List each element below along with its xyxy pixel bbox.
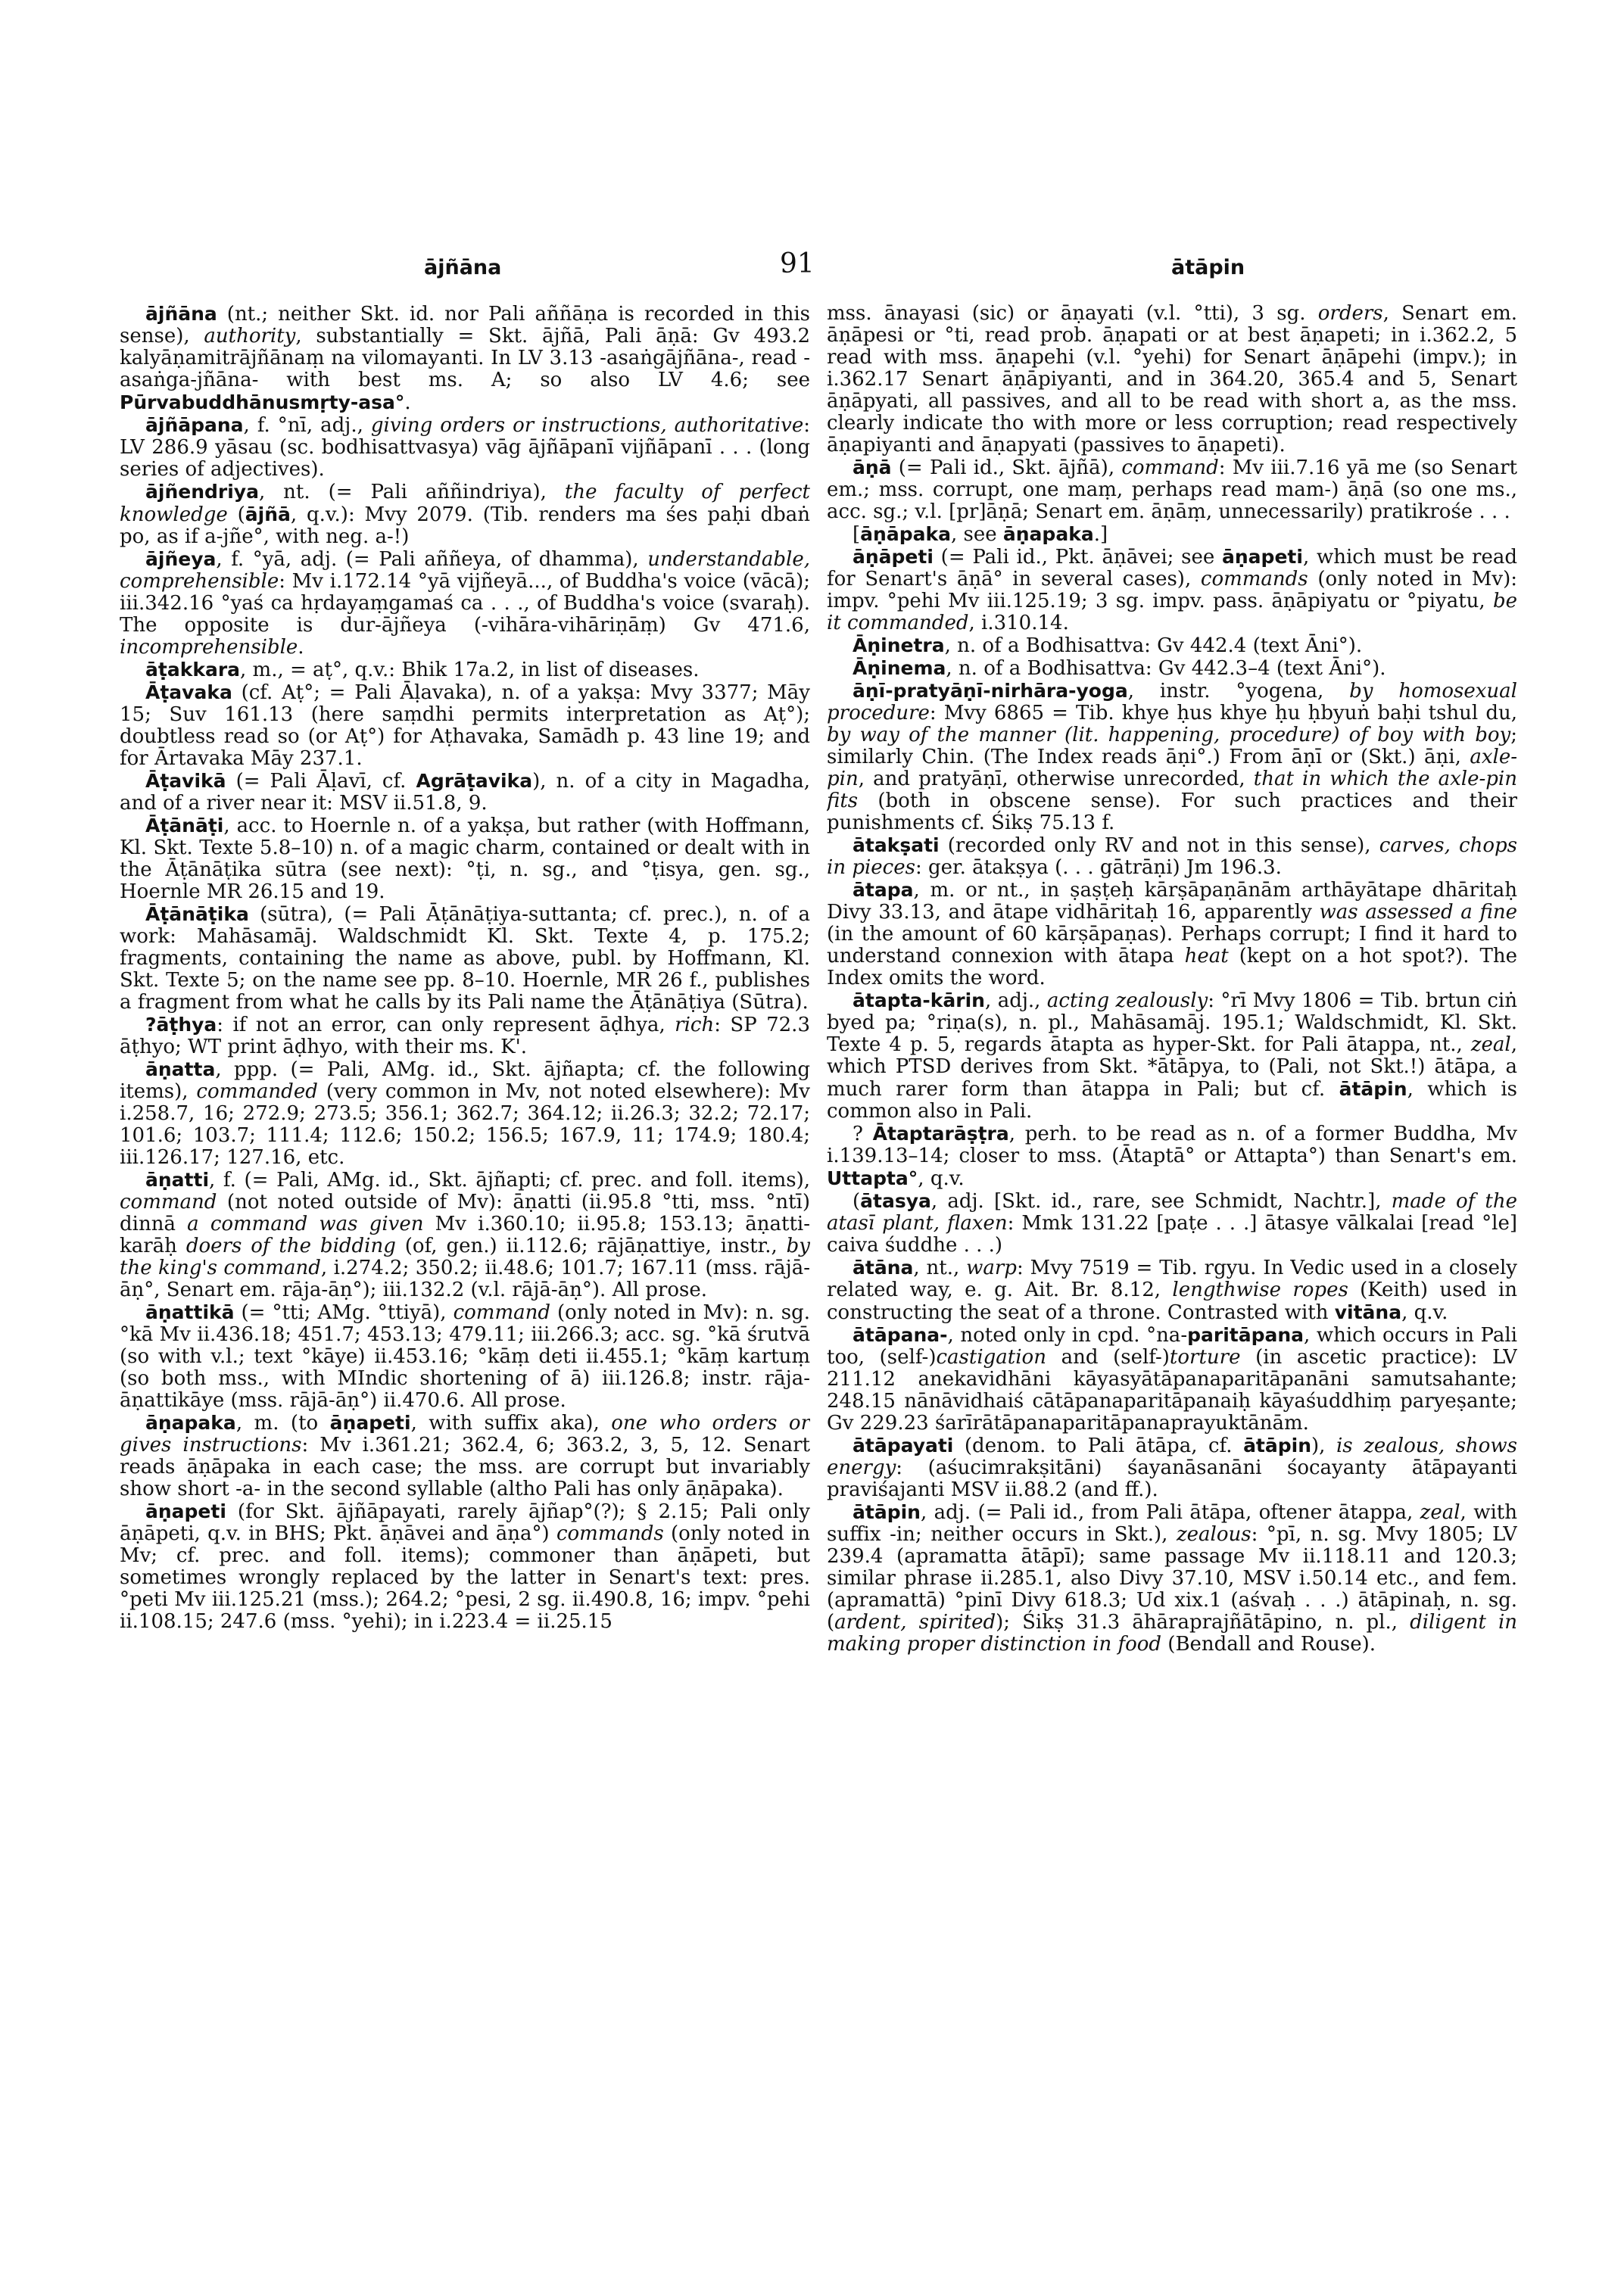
entry-text: , m. or nt., in ṣaṣṭeḥ kārṣāpaṇānām arthāyātape dhāritaḥ Divy 33.13, and ātape vidhāritaḥ 16, apparently <box>827 879 1517 924</box>
entry-text: (very common in Mv, not noted elsewhere): Mv i.258.7, 16; 272.9; 273.5; 356.1; 362.7; 364.12; ii.26.3; 32.2; 72.17; 101.6; 103.7; 111.4; 112.6; 150.2; 156.5; 167.9, 11; 174.9; 180.4; iii.126.17; 127.16, etc. <box>120 1080 810 1169</box>
gloss-italic: that in which the axle-pin fits <box>827 768 1517 812</box>
gloss-italic: commands <box>1200 568 1308 590</box>
entry-text: (both in obscene sense). For such practices and their punishments cf. Śikṣ 75.13 f. <box>827 790 1517 834</box>
right-column <box>827 303 1517 2165</box>
entry-text: , nt., <box>913 1257 967 1279</box>
entry-text: . <box>404 391 411 414</box>
dictionary-entry <box>827 1190 1517 1257</box>
headword: āṇattikā <box>145 1301 235 1323</box>
entry-text: : ger. ātakṣya (. . . gātrāṇi) Jm 196.3. <box>915 856 1282 879</box>
dictionary-entry <box>827 1324 1517 1435</box>
headword: āṇāpeti <box>853 546 934 568</box>
entry-text: (recorded only RV and not in this sense), <box>939 834 1379 857</box>
entry-text: mss. ānayasi (sic) or āṇayati (v.l. °tti), 3 sg. <box>827 303 1318 325</box>
headword: ātāpayati <box>853 1435 954 1456</box>
gloss-italic: diligent in making proper distinction in food <box>827 1611 1517 1656</box>
headword: ājñā <box>245 503 291 525</box>
gloss-italic: command <box>453 1301 550 1324</box>
entry-text: .] <box>1093 523 1108 546</box>
entry-text: : Mv iii.7.16 yā me (so Senart em.; mss. corrupt, one maṃ, perhaps read mam-) āṇā (so one ms., acc. sg.; v.l. [pr]āṇā; Senart em. āṇāṃ, unnecessarily) pratikrośe . . . <box>827 456 1517 523</box>
headword: āṇatti <box>145 1169 210 1191</box>
dictionary-entry <box>827 303 1517 456</box>
entry-text: , n. of a Bodhisattva: Gv 442.4 (text Āni°). <box>944 634 1363 657</box>
dictionary-entry <box>120 815 810 903</box>
right-guide-word: ātāpin <box>1171 256 1245 279</box>
headword: Ātaptarāṣṭra <box>872 1123 1009 1145</box>
gloss-italic: understandable, comprehensible <box>120 548 810 593</box>
gloss-italic: zealous <box>1176 1523 1252 1546</box>
gloss-italic: by the king's command <box>120 1235 810 1279</box>
entry-text: , adj., <box>984 989 1047 1012</box>
entry-text: (only noted in Mv): n. sg. °kā Mv ii.436.18; 451.7; 453.13; 479.11; iii.266.3; acc. sg. °kā śrutvā (so with v.l.; text °kāye) ii.453.16; °kāṃ deti ii.455.1; °kāṃ kartuṃ (so both mss., with MIndic shortening of ā) iii.126.8; instr. rāja-āṇattikāye (mss. rājā-āṇ°) ii.470.6. All prose. <box>120 1301 810 1412</box>
gloss-italic: rich <box>675 1014 715 1036</box>
headword: ājñāna <box>145 303 217 325</box>
entry-text: (= °tti; AMg. °ttiyā), <box>234 1301 454 1324</box>
headword: ātāna <box>853 1257 914 1279</box>
dictionary-entry <box>120 1058 810 1169</box>
gloss-italic: doers of the bidding <box>185 1235 396 1257</box>
dictionary-entry <box>120 1412 810 1500</box>
dictionary-entry <box>120 770 810 815</box>
dictionary-entry <box>827 989 1517 1123</box>
entry-text: ); Śikṣ 31.3 āhāraprajñātāpino, n. pl., <box>996 1611 1410 1634</box>
entry-text: , f. (= Pali, AMg. id., Skt. ājñapti; cf. prec. and foll. items), <box>209 1169 810 1192</box>
dictionary-entry <box>120 659 810 681</box>
headword: ātāpin <box>1339 1078 1407 1100</box>
entry-text: : °rī Mvy 1806 = Tib. brtun ciṅ byed pa; °riṇa(s), n. pl., Mahāsamāj. 195.1; Waldschmidt, Kl. Skt. Texte 4 p. 5, regards ātapta as hyper-Skt. for Pali ātappa, nt., <box>827 989 1517 1056</box>
entry-text: (only noted in Mv; cf. prec. and foll. items); commoner than āṇāpeti, but sometimes wrongly replaced by the latter in Senart's text: pres. °peti Mv iii.125.21 (mss.); 264.2; °pesi, 2 sg. ii.490.8, 16; impv. °pehi ii.108.15; 247.6 (mss. °yehi); in i.223.4 = ii.25.15 <box>120 1522 810 1633</box>
headword: Uttapta° <box>827 1167 918 1189</box>
entry-text: , q.v. <box>918 1167 965 1190</box>
headword: Āṭavikā <box>145 770 226 792</box>
entry-text: , with suffix aka), <box>410 1412 612 1435</box>
dictionary-entry <box>827 879 1517 989</box>
entry-text: , q.v.): Mvy 2079. (Tib. renders ma śes paḥi dbaṅ po, as if a-jñe°, with neg. a-!) <box>120 503 810 548</box>
headword: ātapta-kārin <box>853 989 985 1011</box>
left-guide-word: ājñāna <box>424 256 502 279</box>
gloss-italic: zeal <box>1470 1033 1511 1056</box>
gloss-italic: warp <box>966 1257 1017 1279</box>
dictionary-entry <box>120 1169 810 1301</box>
gloss-italic: axle-pin <box>827 746 1517 790</box>
entry-text: , which must be read for Senart's āṇā° in several cases), <box>827 546 1517 590</box>
entry-text: : Mmk 131.22 [paṭe . . .] ātasye vālkalai [read °le] caiva śuddhe . . .) <box>827 1212 1517 1257</box>
headword: ātāpana- <box>853 1324 948 1346</box>
entry-text: , noted only in cpd. °na- <box>947 1324 1188 1347</box>
dictionary-entry <box>120 1500 810 1633</box>
gloss-italic: is zealous, shows energy <box>827 1435 1517 1479</box>
entry-text: , m., = aṭ°, q.v.: Bhik 17a.2, in list of diseases. <box>240 659 700 681</box>
gloss-italic: giving orders or instructions, authoritative <box>370 414 804 437</box>
entry-text: , which occurs in Pali too, (self-) <box>827 1324 1517 1369</box>
headword: āṇapaka <box>1002 523 1094 545</box>
gloss-italic: by way of the manner (lit. happening, procedure) of boy with boy <box>827 724 1511 746</box>
gloss-italic: lengthwise ropes <box>1172 1279 1348 1301</box>
entry-text: : °pī, n. sg. Mvy 1805; LV 239.4 (apramatta ātāpī); same passage Mv ii.118.11 and 120.3; similar phrase ii.285.1, also Divy 37.10, MSV i.50.14 etc., and fem. (apramattā) °pinī Divy 618.3; Ud xix.1 (aśvaḥ . . .) ātāpinaḥ, n. sg. ( <box>827 1523 1517 1634</box>
entry-text: , adj. (= Pali id., from Pali ātāpa, oftener ātappa, <box>920 1501 1420 1524</box>
gloss-italic: castigation <box>936 1346 1046 1369</box>
gloss-italic: a command was given <box>187 1213 424 1235</box>
dictionary-entry <box>827 546 1517 634</box>
headword: āṇāpaka <box>860 523 951 545</box>
headword: ?āṭhya <box>145 1014 217 1036</box>
entry-text: : Mvy 6865 = Tib. khye ḥus khye ḥu ḥbyuṅ baḥi tshul du, <box>929 702 1517 724</box>
entry-text: , ppp. (= Pali, AMg. id., Skt. ājñapta; cf. the following items), <box>120 1058 810 1103</box>
headword: āṇapeti <box>329 1412 411 1434</box>
dictionary-entry <box>120 1301 810 1412</box>
headword: ājñāpana <box>145 414 244 436</box>
entry-text: , nt. (= Pali aññindriya), <box>258 481 565 503</box>
entry-text: , which is common also in Pali. <box>827 1078 1517 1123</box>
headword: Āṭavaka <box>145 681 232 703</box>
entry-text: [ <box>853 523 861 546</box>
entry-text: and (self-) <box>1046 1346 1170 1369</box>
headword: āṇī-pratyāṇī-nirhāra-yoga <box>853 680 1128 702</box>
entry-text: Mv i.360.10; ii.95.8; 153.13; āṇatti-karāḥ <box>120 1213 810 1257</box>
headword: ātāpin <box>853 1501 921 1523</box>
entry-text: , perh. to be read as n. of a former Buddha, Mv i.139.13–14; closer to mss. (Ātaptā° or Attapta°) than Senart's em. <box>827 1123 1517 1167</box>
gloss-italic: by homosexual procedure <box>827 680 1517 724</box>
headword: Āṇinema <box>853 657 946 679</box>
entry-text: , i.274.2; 350.2; ii.48.6; 101.7; 167.11 (mss. rājā-āṇ°, Senart em. rāja-āṇ°); iii.132.2 (v.l. rājā-āṇ°). All prose. <box>120 1257 810 1301</box>
headword: Āṭānāṭi <box>145 815 224 837</box>
dictionary-entry <box>120 681 810 770</box>
entry-text: : Mvy 7519 = Tib. rgyu. In Vedic used in a closely related way, e. g. Ait. Br. 8.12, <box>827 1257 1517 1301</box>
gloss-italic: heat <box>1184 945 1229 967</box>
dictionary-entry <box>827 680 1517 834</box>
gloss-italic: command <box>1121 456 1219 479</box>
dictionary-entry <box>120 548 810 659</box>
entry-text: , see <box>950 523 1003 546</box>
gloss-italic: torture <box>1169 1346 1241 1369</box>
entry-text: : SP 72.3 āṭhyo; WT print āḍhyo, with their ms. K'. <box>120 1014 810 1058</box>
dictionary-entry <box>827 1257 1517 1324</box>
entry-text: (only noted in Mv): impv. °pehi Mv iii.125.19; 3 sg. impv. pass. āṇāpiyatu or °piyatu, <box>827 568 1517 612</box>
entry-text: (Bendall and Rouse). <box>1161 1633 1376 1656</box>
headword: ājñendriya <box>145 481 259 503</box>
entry-text: (nt.; neither Skt. id. nor Pali aññāṇa is recorded in this sense), <box>120 303 810 347</box>
entry-text: , substantially = Skt. ājñā, Pali āṇā: Gv 493.2 kalyāṇamitrājñānaṃ na vilomayanti. In LV 3.13 -asaṅgājñāna-, read -asaṅga-jñāna- with best ms. A; so also LV 4.6; see <box>120 325 810 391</box>
headword: ātasya <box>860 1190 931 1212</box>
headword: āṇatta <box>145 1058 216 1080</box>
dictionary-entry <box>827 834 1517 879</box>
entry-text: , and pratyāṇī, otherwise unrecorded, <box>858 768 1254 790</box>
entry-text: , m. (to <box>235 1412 330 1435</box>
dictionary-entry <box>827 657 1517 680</box>
gloss-italic: ardent, spirited <box>834 1611 996 1634</box>
gloss-italic: be it commanded <box>827 590 1517 634</box>
dictionary-entry <box>827 634 1517 657</box>
entry-text: ; similarly Chin. (The Index reads āṇi°.) From āṇī or (Skt.) āṇi, <box>827 724 1517 768</box>
gloss-italic: command <box>120 1191 217 1213</box>
entry-text: , instr. °yogena, <box>1127 680 1350 703</box>
headword: ātapa <box>853 879 914 901</box>
dictionary-entry <box>120 303 810 414</box>
headword: Āṇinetra <box>853 634 945 656</box>
entry-text: : if not an error, can only represent āḍhya, <box>217 1014 675 1036</box>
entry-text: ), n. of a city in Magadha, and of a river near it: MSV ii.51.8, 9. <box>120 770 810 815</box>
gloss-italic: acting zealously <box>1046 989 1208 1012</box>
entry-text: ( <box>853 1190 861 1213</box>
entry-text: (in ascetic practice): LV 211.12 anekavidhāni kāyasyātāpanaparitāpanāni samutsahante; 248.15 nānāvidhaiś cātāpanaparitāpanaiḥ kāyaśuddhiṃ paryeṣante; Gv 229.23 śarīrātāpanaparitāpanaprayuktānām. <box>827 1346 1517 1435</box>
entry-text: : LV 286.9 yāsau (sc. bodhisattvasya) vāg ājñāpanī vijñāpanī . . . (long series of adjectives). <box>120 414 810 481</box>
headword: Āṭānāṭika <box>145 903 249 925</box>
dictionary-entry <box>120 1014 810 1058</box>
headword: āṇapeti <box>1222 546 1303 568</box>
gloss-italic: carves, chops in pieces <box>827 834 1517 879</box>
entry-text: : Mv i.172.14 °yā vijñeyā..., of Buddha's voice (vācā); iii.342.16 °yaś ca hṛdayaṃgamaś ca . . ., of Buddha's voice (svaraḥ). The opposite is dur-ājñeya (-vihāra-vihāriṇāṃ) Gv 471.6, <box>120 570 810 637</box>
headword: ātāpin <box>1243 1435 1312 1456</box>
entry-text: (= Pali id., Pkt. āṇāvei; see <box>933 546 1223 569</box>
entry-text: , i.310.14. <box>968 612 1069 634</box>
entry-text: ( <box>227 503 245 526</box>
dictionary-entry <box>120 414 810 481</box>
entry-text: , acc. to Hoernle n. of a yakṣa, but rather (with Hoffmann, Kl. Skt. Texte 5.8–10) n. of a magic charm, contained or dealt with in the Āṭānāṭika sūtra (see next): °ṭi, n. sg., and °ṭisya, gen. sg., Hoernle MR 26.15 and 19. <box>120 815 810 903</box>
entry-text: (= Pali Āḷavī, cf. <box>226 770 416 793</box>
gloss-italic: commanded <box>196 1080 318 1103</box>
headword: āṇā <box>853 456 892 478</box>
gloss-italic: incomprehensible <box>120 636 298 659</box>
entry-text: , which PTSD derives from Skt. *ātāpya, to (Pali, not Skt.!) ātāpa, a much rarer form than ātappa in Pali; but cf. <box>827 1033 1517 1101</box>
left-column <box>120 303 810 2165</box>
gloss-italic: one who orders or gives instructions <box>120 1412 810 1456</box>
entry-text: (Keith) used in constructing the seat of a throne. Contrasted with <box>827 1279 1517 1324</box>
entry-text: ? <box>853 1123 873 1145</box>
dictionary-entry <box>827 1123 1517 1190</box>
dictionary-entry <box>827 1501 1517 1656</box>
dictionary-entry <box>827 1435 1517 1501</box>
headword: āṇapeti <box>145 1500 226 1522</box>
headword: āṭakkara <box>145 659 241 681</box>
entry-text: , Senart em. āṇāpesi or °ti, read prob. āṇapati or at best āṇapeti; in i.362.2, 5 read with mss. āṇapehi (v.l. °yehi) for Senart āṇāpehi (impv.); in i.362.17 Senart āṇāpiyanti, and in 364.20, 365.4 and 5, Senart āṇāpyati, all passives, and all to be read with short a, as the mss. clearly indicate tho with more or less corruption; read respectively āṇapiyanti and āṇapyati (passives to āṇapeti). <box>827 303 1517 456</box>
entry-text: (sūtra), (= Pali Āṭānāṭiya-suttanta; cf. prec.), n. of a work: Mahāsamāj. Waldschmidt Kl. Skt. Texte 4, p. 175.2; fragments, containing the name as above, publ. by Hoffmann, Kl. Skt. Texte 5; on the name see pp. 8–10. Hoernle, MR 26 f., publishes a fragment from what he calls by its Pali name the Āṭānāṭiya (Sūtra). <box>120 903 810 1014</box>
gloss-italic: made of the atasī plant, flaxen <box>827 1190 1517 1235</box>
headword: vitāna <box>1334 1301 1402 1323</box>
entry-text: , f. °yā, adj. (= Pali aññeya, of dhamma), <box>216 548 648 571</box>
entry-text: ), <box>1311 1435 1336 1457</box>
entry-text: , f. °nī, adj., <box>243 414 371 437</box>
headword: Pūrvabuddhānusmṛty-asa° <box>120 391 405 413</box>
entry-text: , q.v. <box>1401 1301 1448 1324</box>
entry-text: (not noted outside of Mv): āṇatti (ii.95.8 °tti, mss. °ntī) dinnā <box>120 1191 810 1235</box>
gloss-italic: authority <box>204 325 296 347</box>
gloss-italic: zeal <box>1420 1501 1460 1524</box>
dictionary-entry <box>827 523 1517 546</box>
entry-text: (denom. to Pali ātāpa, cf. <box>953 1435 1244 1457</box>
gloss-italic: commands <box>556 1522 664 1545</box>
entry-text: (for Skt. ājñāpayati, rarely ājñap°(?); § 2.15; Pali only āṇāpeti, q.v. in BHS; Pkt. āṇāvei and āṇa°) <box>120 1500 810 1545</box>
entry-text: , n. of a Bodhisattva: Gv 442.3–4 (text Āni°). <box>946 657 1386 680</box>
headword: paritāpana <box>1187 1324 1304 1346</box>
entry-text: (cf. Aṭ°; = Pali Āḷavaka), n. of a yakṣa: Mvy 3377; Māy 15; Suv 161.13 (here saṃdhi permits interpretation as Aṭ°); doubtless read so (or Aṭ°) for Aṭhavaka, Samādh p. 43 line 19; and for Ārtavaka Māy 237.1. <box>120 681 810 770</box>
entry-text: (of, gen.) ii.112.6; rājāṇattiye, instr., <box>395 1235 787 1257</box>
dictionary-entry <box>120 481 810 548</box>
gloss-italic: the faculty of perfect knowledge <box>120 481 810 526</box>
entry-text: , with suffix -in; neither occurs in Skt.), <box>827 1501 1517 1546</box>
page-number: 91 <box>780 248 815 279</box>
headword: āṇapaka <box>145 1412 236 1434</box>
entry-text: (= Pali id., Skt. ājñā), <box>891 456 1122 479</box>
entry-text: : Mv i.361.21; 362.4, 6; 363.2, 3, 5, 12. Senart reads āṇāpaka in each case; the mss. are corrupt but invariably show short -a- in the second syllable (altho Pali has only āṇāpaka). <box>120 1434 810 1500</box>
dictionary-entry <box>120 903 810 1014</box>
entry-text: . <box>298 636 304 659</box>
gloss-italic: was assessed a fine <box>1319 901 1517 924</box>
entry-text: , adj. [Skt. id., rare, see Schmidt, Nachtr.], <box>930 1190 1392 1213</box>
entry-text: (kept on a hot spot?). The Index omits the word. <box>827 945 1517 989</box>
entry-text: (in the amount of 60 kārṣāpaṇas). Perhaps corrupt; I find it hard to understand connexion with ātapa <box>827 923 1517 967</box>
gloss-italic: orders <box>1317 303 1383 325</box>
headword: ātakṣati <box>853 834 940 856</box>
dictionary-entry <box>827 456 1517 523</box>
entry-text: : (aśucimrakṣitāni) śayanāsanāni śocayanty ātāpayanti praviśajanti MSV ii.88.2 (and ff.). <box>827 1456 1517 1501</box>
headword: Agrāṭavika <box>416 770 533 792</box>
headword: ājñeya <box>145 548 217 570</box>
